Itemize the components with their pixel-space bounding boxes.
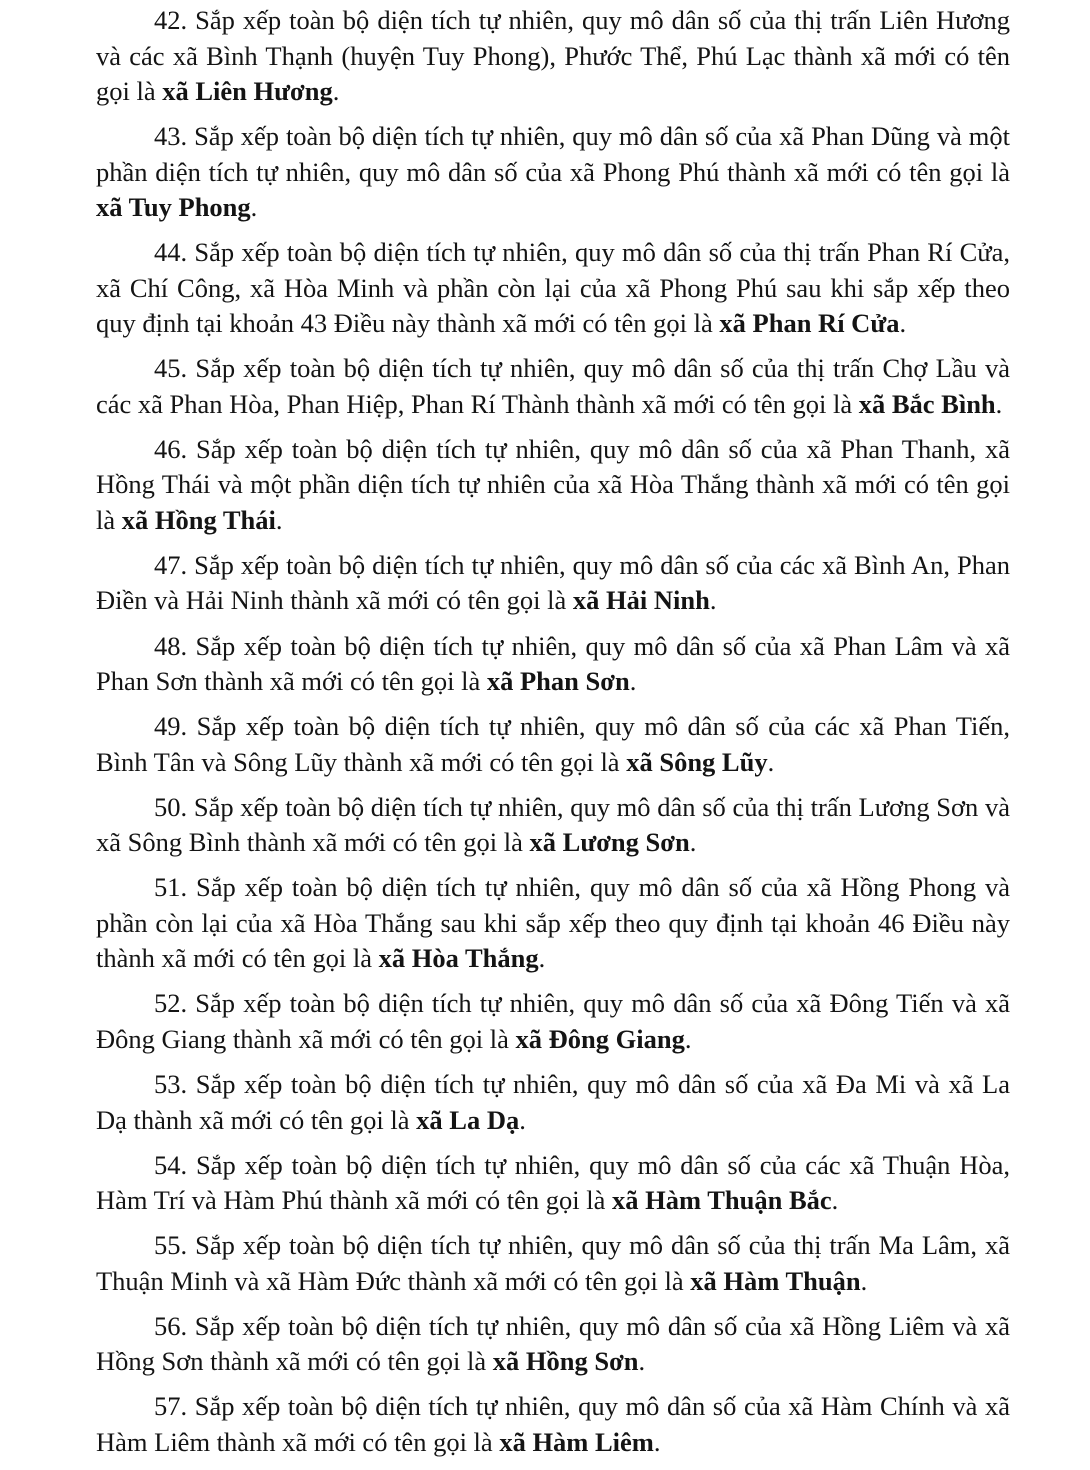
article-number: 48. [154, 630, 188, 661]
article-end: . [899, 308, 907, 339]
article-end: . [332, 76, 340, 106]
article-end: . [995, 388, 1003, 419]
article-number: 43. [154, 121, 188, 152]
article-number: 57. [154, 1391, 188, 1422]
article-text: Sắp xếp toàn bộ diện tích tự nhiên, quy mô dân số của thị trấn Lương Sơn và xã Sông Bình thành xã mới có tên gọi là [96, 791, 1011, 858]
commune-name: xã La Dạ [416, 1104, 520, 1135]
document-body [96, 0, 1010, 1470]
article-end: . [538, 943, 546, 974]
commune-name: xã Phan Rí Cửa [719, 308, 900, 339]
article-paragraph-49 [96, 709, 1010, 780]
commune-name: xã Sông Lũy [626, 746, 768, 777]
article-end: . [831, 1185, 839, 1216]
article-end: . [860, 1265, 868, 1296]
article-paragraph-54 [96, 1148, 1010, 1219]
article-number: 54. [154, 1149, 188, 1180]
article-number: 49. [154, 711, 188, 742]
article-number: 42. [154, 5, 188, 35]
article-text: Sắp xếp toàn bộ diện tích tự nhiên, quy mô dân số của xã Hàm Chính và xã Hàm Liêm thành xã mới có tên gọi là [96, 1391, 1010, 1457]
article-number: 46. [154, 433, 188, 464]
article-end: . [767, 746, 775, 777]
commune-name: xã Liên Hương [162, 76, 333, 106]
article-paragraph-56 [96, 1309, 1010, 1380]
article-paragraph-50 [96, 790, 1010, 861]
article-number: 53. [154, 1069, 188, 1100]
article-paragraph-51 [96, 870, 1010, 977]
commune-name: xã Bắc Bình [858, 388, 996, 419]
article-number: 51. [154, 872, 188, 903]
article-text: Sắp xếp toàn bộ diện tích tự nhiên, quy mô dân số của xã Phan Lâm và xã Phan Sơn thành xã mới có tên gọi là [96, 630, 1010, 697]
article-text: Sắp xếp toàn bộ diện tích tự nhiên, quy mô dân số của xã Phan Dũng và một phần diện tích tự nhiên, quy mô dân số của xã Phong Phú thành xã mới có tên gọi là [96, 121, 1010, 187]
article-text: Sắp xếp toàn bộ diện tích tự nhiên, quy mô dân số của xã Hồng Phong và phần còn lại của xã Hòa Thắng sau khi sắp xếp theo quy định tại khoản 46 Điều này thành xã mới có tên gọi là [96, 872, 1010, 974]
article-text: Sắp xếp toàn bộ diện tích tự nhiên, quy mô dân số của các xã Thuận Hòa, Hàm Trí và Hàm Phú thành xã mới có tên gọi là [96, 1149, 1011, 1216]
article-number: 55. [154, 1230, 188, 1261]
commune-name: xã Hải Ninh [572, 585, 710, 616]
article-paragraph-43 [96, 119, 1010, 226]
article-number: 47. [154, 549, 188, 580]
article-end: . [684, 1023, 692, 1054]
article-end: . [689, 827, 697, 858]
article-end: . [653, 1426, 661, 1457]
article-text: Sắp xếp toàn bộ diện tích tự nhiên, quy mô dân số của xã Hồng Liêm và xã Hồng Sơn thành xã mới có tên gọi là [96, 1310, 1010, 1377]
article-end: . [250, 192, 258, 223]
article-text: Sắp xếp toàn bộ diện tích tự nhiên, quy mô dân số của các xã Phan Tiến, Bình Tân và Sông Lũy thành xã mới có tên gọi là [96, 711, 1010, 777]
article-paragraph-52 [96, 986, 1010, 1057]
commune-name: xã Hồng Thái [121, 504, 276, 535]
article-paragraph-42 [96, 3, 1010, 110]
article-number: 45. [154, 353, 188, 384]
article-number: 50. [154, 791, 188, 822]
article-text: Sắp xếp toàn bộ diện tích tự nhiên, quy mô dân số của xã Phan Thanh, xã Hồng Thái và một phần diện tích tự nhiên của xã Hòa Thắng thành xã mới có tên gọi là [96, 433, 1010, 535]
commune-name: xã Hàm Thuận Bắc [612, 1185, 832, 1216]
article-paragraph-45 [96, 351, 1010, 422]
commune-name: xã Hòa Thắng [378, 943, 539, 974]
commune-name: xã Phan Sơn [486, 666, 630, 697]
article-number: 52. [154, 988, 188, 1019]
article-paragraph-48 [96, 629, 1010, 700]
article-paragraph-57 [96, 1389, 1010, 1460]
article-number: 56. [154, 1310, 188, 1341]
article-end: . [638, 1346, 646, 1377]
article-text: Sắp xếp toàn bộ diện tích tự nhiên, quy mô dân số của xã Đông Tiến và xã Đông Giang thành xã mới có tên gọi là [96, 988, 1011, 1054]
commune-name: xã Lương Sơn [529, 827, 690, 858]
commune-name: xã Đông Giang [515, 1023, 685, 1054]
article-paragraph-53 [96, 1067, 1010, 1138]
article-paragraph-55 [96, 1228, 1010, 1299]
article-end: . [519, 1104, 526, 1135]
article-text: Sắp xếp toàn bộ diện tích tự nhiên, quy mô dân số của thị trấn Ma Lâm, xã Thuận Minh và xã Hàm Đức thành xã mới có tên gọi là [96, 1230, 1011, 1296]
article-text: Sắp xếp toàn bộ diện tích tự nhiên, quy mô dân số của thị trấn Liên Hương và các xã Bình Thạnh (huyện Tuy Phong), Phước Thể, Phú Lạc thành xã mới có tên gọi là [96, 5, 1011, 106]
article-paragraph-46 [96, 432, 1010, 539]
commune-name: xã Tuy Phong [96, 192, 251, 223]
commune-name: xã Hàm Thuận [690, 1265, 861, 1296]
article-paragraph-44 [96, 235, 1010, 342]
article-end: . [629, 666, 637, 697]
article-text: Sắp xếp toàn bộ diện tích tự nhiên, quy mô dân số của thị trấn Chợ Lầu và các xã Phan Hòa, Phan Hiệp, Phan Rí Thành thành xã mới có tên gọi là [96, 353, 1010, 419]
article-text: Sắp xếp toàn bộ diện tích tự nhiên, quy mô dân số của xã Đa Mi và xã La Dạ thành xã mới có tên gọi là [96, 1069, 1011, 1135]
article-text: Sắp xếp toàn bộ diện tích tự nhiên, quy mô dân số của thị trấn Phan Rí Cửa, xã Chí Công, xã Hòa Minh và phần còn lại của xã Phong Phú sau khi sắp xếp theo quy định tại khoản 43 Điều này thành xã mới có tên gọi là [96, 237, 1011, 339]
article-number: 44. [154, 237, 188, 268]
article-text: Sắp xếp toàn bộ diện tích tự nhiên, quy mô dân số của các xã Bình An, Phan Điền và Hải Ninh thành xã mới có tên gọi là [96, 549, 1011, 616]
commune-name: xã Hồng Sơn [492, 1346, 639, 1377]
commune-name: xã Hàm Liêm [499, 1426, 654, 1457]
article-end: . [709, 585, 717, 616]
article-end: . [275, 504, 283, 535]
article-paragraph-47 [96, 548, 1010, 619]
